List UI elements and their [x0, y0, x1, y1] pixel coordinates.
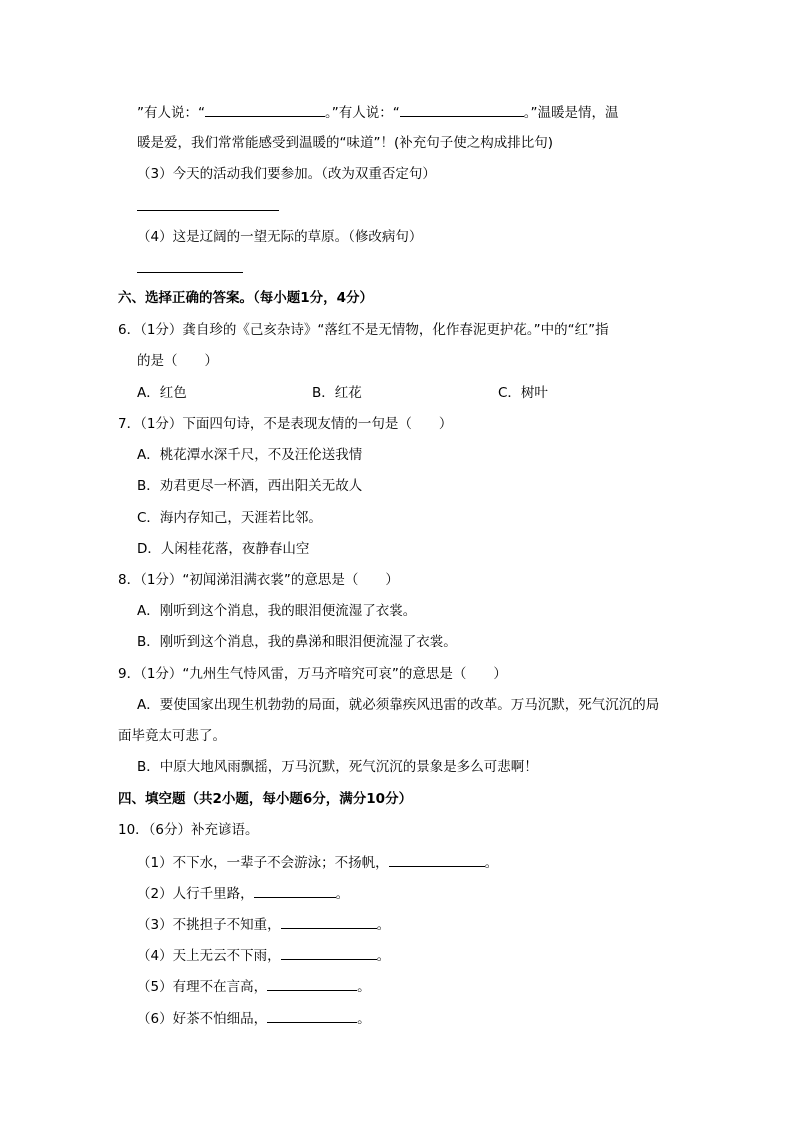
q6-stem-cont: 的是（ ）	[137, 353, 218, 369]
q10-blank[interactable]	[267, 1008, 357, 1023]
blank-2[interactable]	[400, 102, 524, 117]
q8-option-b[interactable]: B．刚听到这个消息，我的鼻涕和眼泪便流湿了衣裳。	[137, 634, 457, 650]
q10-item-end: 。	[484, 855, 499, 871]
q9-option-a-cont: 面毕竟太可悲了。	[118, 728, 226, 744]
q10-item-text: （6）好茶不怕细品，	[137, 1011, 268, 1027]
q10-item-end: 。	[357, 979, 371, 995]
q10-item-end: 。	[376, 948, 391, 964]
q8-option-a[interactable]: A．刚听到这个消息，我的眼泪便流湿了衣裳。	[137, 603, 417, 619]
q10-item	[137, 1008, 371, 1029]
q7-option-b[interactable]: B．劝君更尽一杯酒，西出阳关无故人	[137, 478, 363, 494]
q10-item-end: 。	[335, 886, 350, 902]
q10-item	[137, 852, 498, 873]
q9-option-a[interactable]: A．要使国家出现生机勃勃的局面，就必须靠疾风迅雷的改革。万马沉默，死气沉沉的局	[137, 697, 660, 713]
section-4-title: 四、填空题（共2小题，每小题6分，满分10分）	[118, 791, 413, 807]
q10-blank[interactable]	[281, 914, 377, 929]
cont-line1	[137, 102, 619, 123]
q10-item-text: （5）有理不在言高，	[137, 979, 268, 995]
q10-item	[137, 914, 390, 935]
q10-item-text: （4）天上无云不下雨，	[137, 948, 281, 964]
q10-item-text: （3）不挑担子不知重，	[137, 917, 281, 933]
q6-option-a[interactable]: A．红色	[137, 385, 187, 401]
q10-stem: 10．（6分）补充谚语。	[118, 822, 259, 838]
q10-item	[137, 976, 371, 997]
q10-item-end: 。	[357, 1011, 371, 1027]
q9-option-b[interactable]: B．中原大地风雨飘摇，万马沉默，死气沉沉的景象是多么可悲啊！	[137, 759, 538, 775]
q7-stem: 7．（1分）下面四句诗，不是表现友情的一句是（ ）	[118, 416, 453, 432]
answer-line-3[interactable]	[137, 210, 279, 211]
q10-item-text: （1）不下水，一辈子不会游泳；不扬帆，	[137, 855, 389, 871]
q10-blank[interactable]	[254, 883, 336, 898]
q6-stem: 6．（1分）龚自珍的《己亥杂诗》“落红不是无情物，化作春泥更护花。”中的“红”指	[118, 322, 609, 338]
q10-blank[interactable]	[281, 945, 377, 960]
item-3: （3）今天的活动我们要参加。（改为双重否定句）	[137, 166, 436, 182]
cont-line1-part1: ”有人说：“	[137, 105, 205, 121]
q6-option-b[interactable]: B．红花	[312, 385, 362, 401]
q7-option-d[interactable]: D．人闲桂花落，夜静春山空	[137, 541, 310, 557]
cont-line1-part3: 。”温暖是情，温	[523, 105, 619, 121]
cont-line1-part2: 。”有人说：“	[325, 105, 400, 121]
q10-item	[137, 883, 349, 904]
q10-blank[interactable]	[267, 976, 357, 991]
blank-1[interactable]	[205, 102, 325, 117]
section-6-title: 六、选择正确的答案。（每小题1分，4分）	[118, 290, 374, 306]
q10-blank[interactable]	[389, 852, 485, 867]
q8-stem: 8．（1分）“初闻涕泪满衣裳”的意思是（ ）	[118, 572, 399, 588]
q10-item-end: 。	[376, 917, 391, 933]
q6-option-c[interactable]: C．树叶	[498, 385, 548, 401]
q7-option-c[interactable]: C．海内存知己，天涯若比邻。	[137, 510, 322, 526]
item-4: （4）这是辽阔的一望无际的草原。（修改病句）	[137, 229, 423, 245]
q10-item-text: （2）人行千里路，	[137, 886, 254, 902]
q9-stem: 9．（1分）“九州生气恃风雷，万马齐喑究可哀”的意思是（ ）	[118, 666, 507, 682]
q10-item	[137, 945, 390, 966]
q7-option-a[interactable]: A．桃花潭水深千尺，不及汪伦送我情	[137, 447, 363, 463]
answer-line-4[interactable]	[137, 272, 243, 273]
cont-line2: 暖是爱，我们常常能感受到温暖的“味道”！(补充句子使之构成排比句)	[137, 135, 554, 151]
